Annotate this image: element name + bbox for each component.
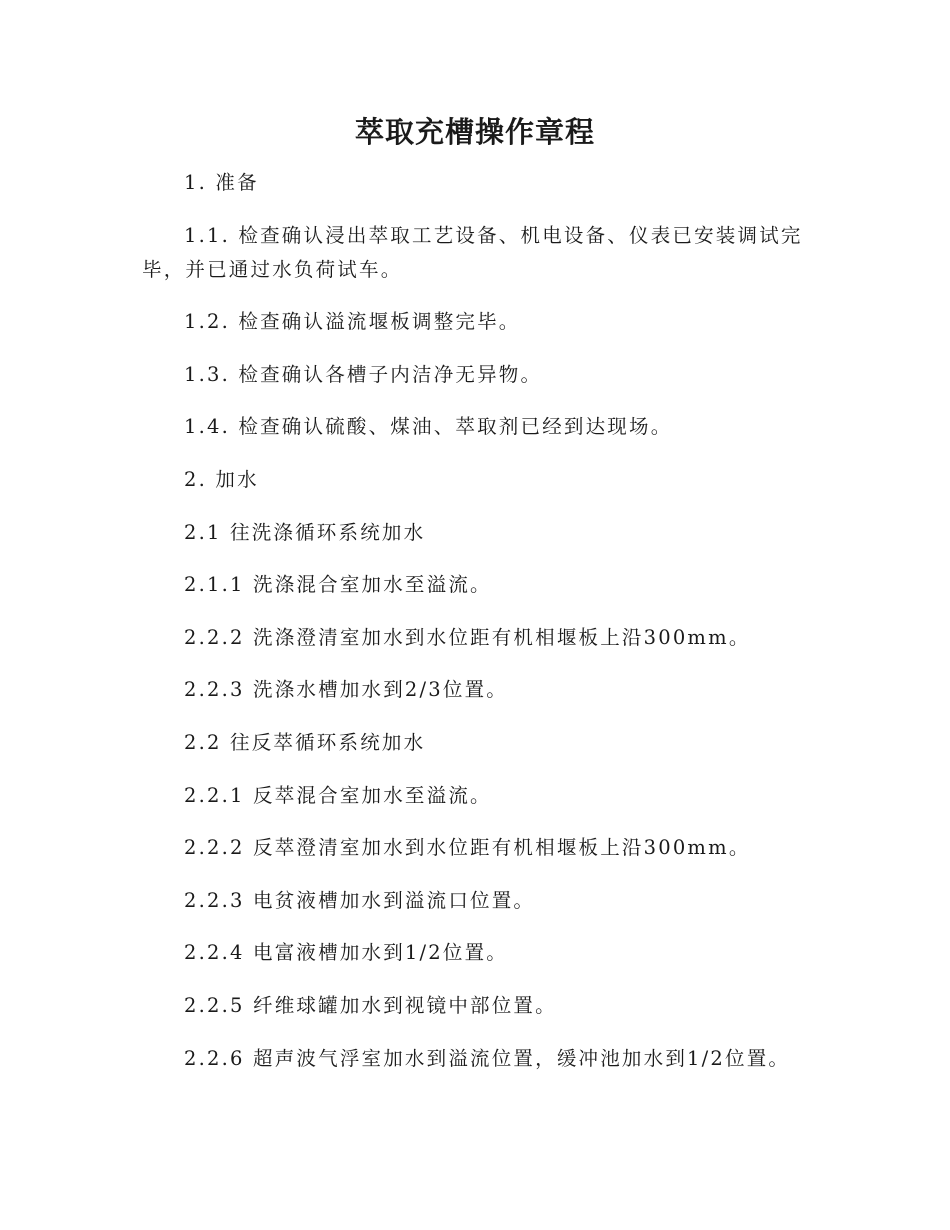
paragraph-2-2: 2.2 往反萃循环系统加水 [184, 730, 426, 754]
paragraph-2-2-2-b: 2.2.2 反萃澄清室加水到水位距有机相堰板上沿300mm。 [184, 836, 751, 860]
paragraph-2-2-2-a: 2.2.2 洗涤澄清室加水到水位距有机相堰板上沿300mm。 [184, 625, 751, 649]
paragraph-1-1: 1.1. 检查确认浸出萃取工艺设备、机电设备、仪表已安装调试完毕，并已通过水负荷试车。 [142, 223, 803, 281]
paragraph-2-2-5: 2.2.5 纤维球罐加水到视镜中部位置。 [184, 993, 557, 1017]
paragraph-2-2-1: 2.2.1 反萃混合室加水至溢流。 [184, 783, 492, 807]
paragraph-1-4: 1.4. 检查确认硫酸、煤油、萃取剂已经到达现场。 [184, 415, 673, 439]
paragraph-2-1-1: 2.1.1 洗涤混合室加水至溢流。 [184, 573, 492, 597]
paragraph-2-2-4: 2.2.4 电富液槽加水到1/2位置。 [184, 941, 508, 965]
paragraph-2: 2. 加水 [184, 467, 259, 491]
paragraph-2-2-6: 2.2.6 超声波气浮室加水到溢流位置，缓冲池加水到1/2位置。 [184, 1046, 791, 1070]
paragraph-1-3: 1.3. 检查确认各槽子内洁净无异物。 [184, 362, 543, 386]
document-title: 萃取充槽操作章程 [354, 115, 595, 149]
paragraph-2-2-3-b: 2.2.3 电贫液槽加水到溢流口位置。 [184, 888, 536, 912]
paragraph-2-2-3-a: 2.2.3 洗涤水槽加水到2/3位置。 [184, 678, 508, 702]
paragraph-2-1: 2.1 往洗涤循环系统加水 [184, 520, 426, 544]
paragraph-1: 1. 准备 [184, 171, 259, 194]
paragraph-1-2: 1.2. 检查确认溢流堰板调整完毕。 [184, 310, 521, 334]
document-body [142, 166, 810, 1094]
